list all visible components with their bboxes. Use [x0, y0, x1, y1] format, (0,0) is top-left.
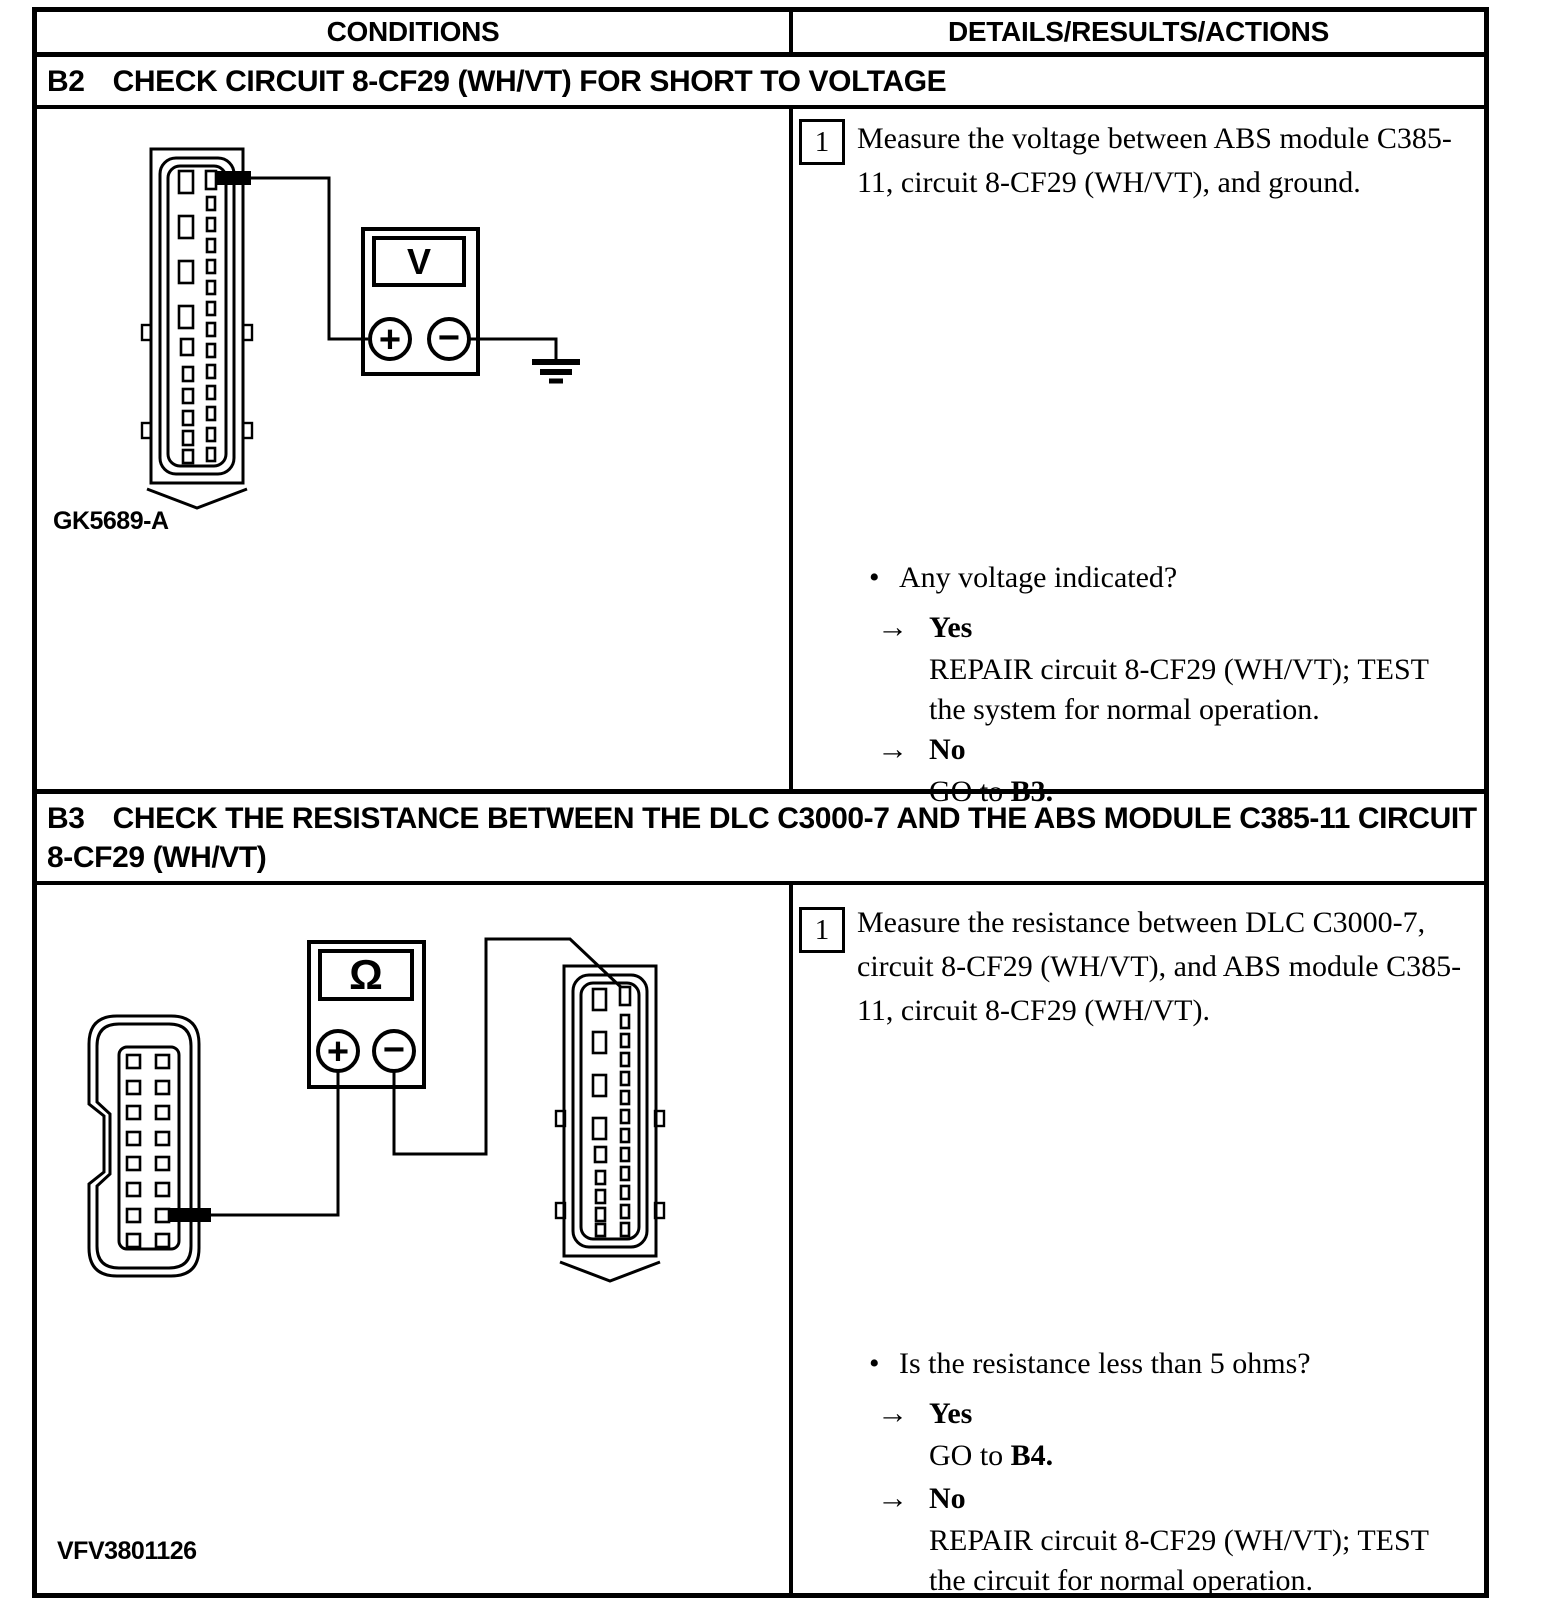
- no-action-text: REPAIR circuit 8-CF29 (WH/VT); TEST the circuit for normal operation.: [929, 1524, 1429, 1597]
- question-text: Is the resistance less than 5 ohms?: [899, 1347, 1311, 1380]
- negative-lead-wire: [394, 939, 625, 1154]
- figure-label: GK5689-A: [53, 507, 169, 535]
- connector-pins: [593, 987, 630, 1236]
- b2-test-figure: [37, 109, 785, 785]
- no-action: [929, 1521, 1434, 1601]
- yes-action: [929, 1436, 1434, 1476]
- step-instruction: Measure the voltage between ABS module C385-11, circuit 8-CF29 (WH/VT), and ground.: [857, 122, 1452, 199]
- question-text: Any voltage indicated?: [899, 561, 1178, 594]
- figure-label: VFV3801126: [57, 1537, 197, 1565]
- no-action: [929, 772, 1434, 812]
- pinpoint-test-table: [32, 7, 1489, 1598]
- arrow-icon: →: [877, 731, 908, 766]
- no-action-target: B3.: [1010, 775, 1054, 808]
- no-branch: [877, 731, 1437, 812]
- voltmeter: [363, 229, 478, 374]
- yes-action-text: GO to: [929, 1439, 1011, 1472]
- section-b2-title-text: CHECK CIRCUIT 8-CF29 (WH/VT) FOR SHORT TO VOLTAGE: [112, 65, 947, 98]
- b3-conditions-cell: [37, 885, 793, 1593]
- arrow-icon: →: [877, 1395, 908, 1430]
- section-b3-title-text: CHECK THE RESISTANCE BETWEEN THE DLC C3000-7 AND THE ABS MODULE C385-11 CIRCUIT 8-CF29 (WH/VT): [47, 802, 1477, 874]
- section-b2-title: [37, 57, 1484, 109]
- no-label: No: [929, 1482, 966, 1515]
- test-probe-icon: [215, 171, 251, 185]
- no-label: No: [929, 733, 966, 766]
- section-b3-content-row: [37, 885, 1484, 1597]
- positive-lead-wire: [251, 178, 368, 339]
- connector-pins: [179, 171, 216, 463]
- step-number-badge: 1: [799, 907, 845, 953]
- table-header-row: [37, 12, 1484, 57]
- section-b3-id: B3: [47, 802, 85, 835]
- test-question: [869, 561, 1177, 595]
- connector-arrow: [560, 1262, 660, 1281]
- ohmmeter-symbol: Ω: [349, 951, 383, 998]
- voltmeter-symbol: V: [406, 241, 432, 282]
- arrow-icon: →: [877, 1480, 908, 1515]
- no-branch: [877, 1480, 1437, 1601]
- no-action-text: GO to: [929, 775, 1011, 808]
- b2-conditions-cell: [37, 109, 793, 789]
- abs-module-connector-diagram: [142, 149, 252, 508]
- step-instruction: Measure the resistance between DLC C3000-7, circuit 8-CF29 (WH/VT), and ABS module C385-11, circuit 8-CF29 (WH/VT).: [857, 906, 1462, 1027]
- b2-details-cell: [793, 109, 1484, 808]
- abs-module-connector-diagram: [556, 966, 664, 1281]
- positive-lead-wire: [211, 1071, 338, 1215]
- positive-terminal-label: +: [378, 319, 402, 361]
- connector-arrow: [147, 489, 247, 508]
- ground-lead-wire: [469, 339, 556, 360]
- details-column-header: DETAILS/RESULTS/ACTIONS: [948, 16, 1329, 47]
- ground-icon: [532, 362, 580, 381]
- bullet-icon: •: [869, 1347, 880, 1380]
- yes-action-text: REPAIR circuit 8-CF29 (WH/VT); TEST the system for normal operation.: [929, 653, 1429, 726]
- test-question: [869, 1347, 1311, 1381]
- connector-pins: [127, 1055, 169, 1247]
- arrow-icon: →: [877, 609, 908, 644]
- yes-action-target: B4.: [1010, 1439, 1054, 1472]
- yes-label: Yes: [929, 611, 973, 644]
- yes-branch: [877, 609, 1437, 730]
- yes-action: [929, 650, 1434, 730]
- test-probe-icon: [169, 1208, 211, 1222]
- positive-terminal-label: +: [326, 1031, 350, 1073]
- ohmmeter: [309, 942, 424, 1087]
- dlc-connector-diagram: [89, 1016, 199, 1276]
- b3-test-figure: [37, 885, 785, 1589]
- section-b2-id: B2: [47, 65, 85, 98]
- bullet-icon: •: [869, 561, 880, 594]
- conditions-column-header: CONDITIONS: [37, 12, 793, 52]
- step-number-badge: 1: [799, 119, 845, 165]
- yes-branch: [877, 1395, 1437, 1476]
- negative-terminal-label: −: [382, 1029, 406, 1071]
- negative-terminal-label: −: [437, 317, 461, 359]
- section-b2-content-row: [37, 109, 1484, 808]
- b3-details-cell: [793, 885, 1484, 1597]
- yes-label: Yes: [929, 1397, 973, 1430]
